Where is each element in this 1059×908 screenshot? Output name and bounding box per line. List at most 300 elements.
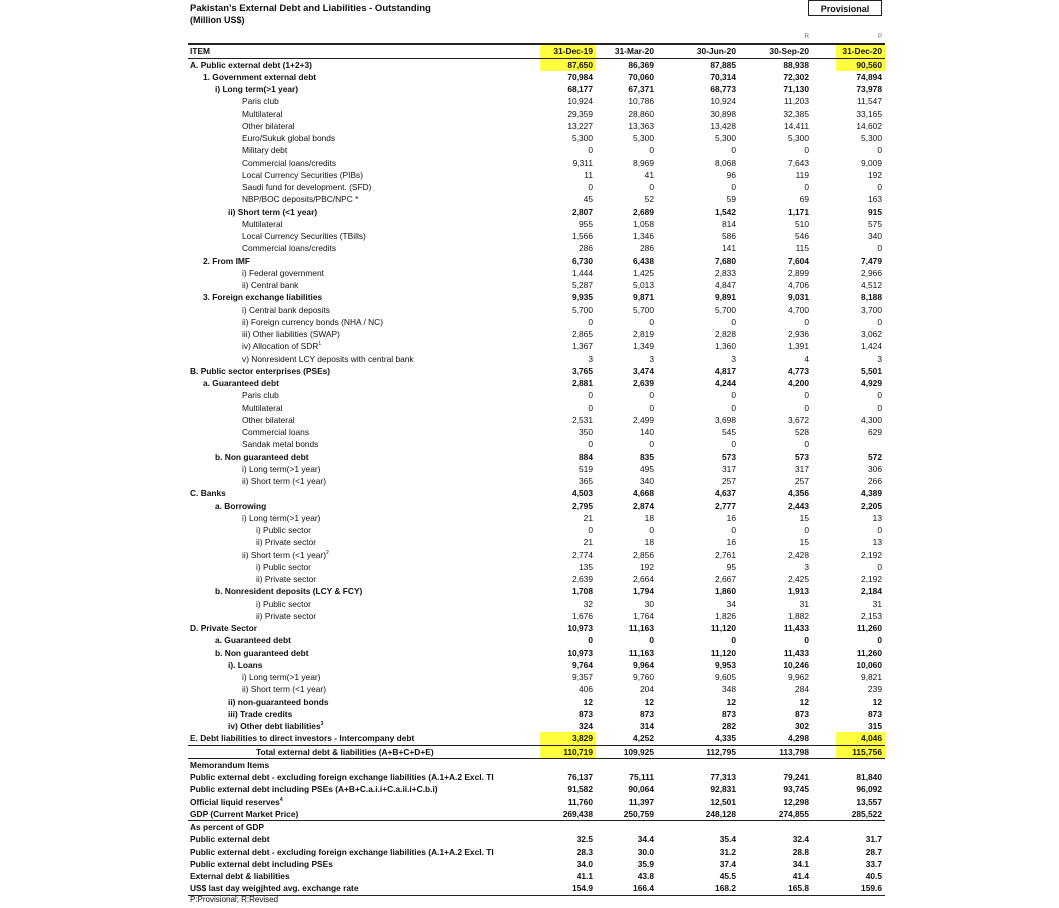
table-row [188, 732, 885, 745]
value-cell: 239 [868, 684, 882, 695]
footnote-marker: 3 [320, 721, 324, 728]
value-cell: 90,064 [628, 784, 654, 795]
value-cell: 9,871 [633, 292, 654, 303]
row-label [188, 83, 540, 95]
value-cell: 15 [799, 512, 809, 523]
value-cell: 250,759 [596, 808, 657, 821]
revision-mark [540, 31, 596, 44]
value-cell: 11,120 [710, 623, 736, 633]
value-cell: 115 [795, 243, 809, 254]
row-label [188, 144, 540, 156]
row-label-text: Multilateral [242, 108, 283, 119]
value-cell: 0 [731, 439, 736, 450]
value-cell: 10,924 [567, 96, 593, 107]
value-cell: 72,302 [783, 71, 809, 82]
value-cell: 5,013 [633, 280, 654, 290]
value-cell: 9,953 [715, 659, 736, 670]
value-cell: 317 [722, 463, 736, 474]
value-cell: 4,298 [788, 733, 809, 744]
value-cell: 2,856 [633, 549, 654, 560]
table-row [188, 389, 885, 401]
row-label-text: i) Federal government [242, 267, 324, 278]
table-row [188, 598, 885, 610]
value-cell: 274,855 [739, 808, 812, 821]
value-cell: 3 [877, 353, 882, 364]
row-label [188, 206, 540, 218]
row-label [188, 671, 540, 683]
row-label [188, 696, 540, 708]
value-cell: 21 [583, 512, 593, 523]
value-cell [812, 758, 885, 771]
row-label [188, 218, 540, 230]
value-cell: 2,689 [633, 206, 654, 217]
value-cell: 11 [584, 169, 593, 180]
value-cell: 0 [731, 402, 736, 413]
value-cell: 119 [795, 169, 809, 180]
row-label-text: Paris club [242, 390, 279, 401]
row-label [188, 120, 540, 132]
value-cell: 5,287 [572, 280, 593, 290]
value-cell: 2,153 [861, 610, 882, 621]
table-row [188, 353, 885, 365]
value-cell: 0 [731, 145, 736, 156]
value-cell: 4,244 [715, 378, 736, 388]
value-cell: 1,367 [572, 341, 593, 352]
value-cell: 6,730 [572, 255, 593, 266]
value-cell: 140 [640, 427, 654, 437]
value-cell: 87,885 [710, 59, 736, 70]
value-cell: 52 [644, 194, 654, 205]
row-label-text: ii) Central bank [242, 280, 299, 290]
row-label [188, 745, 540, 758]
value-cell: 10,973 [567, 623, 593, 633]
value-cell: 0 [731, 390, 736, 401]
value-cell: 11,433 [783, 623, 809, 633]
table-row [188, 708, 885, 720]
value-cell: 315 [868, 721, 882, 731]
value-cell: 2,443 [788, 500, 809, 511]
table-row [188, 882, 885, 895]
value-cell: 1,826 [715, 610, 736, 621]
row-label [188, 634, 540, 646]
value-cell: 266 [868, 476, 882, 486]
value-cell: 8,068 [715, 157, 736, 168]
value-cell: 2,828 [715, 329, 736, 339]
row-label-text: 2. From IMF [203, 255, 250, 266]
value-cell: 0 [731, 316, 736, 327]
row-label-text: Multilateral [242, 402, 283, 413]
value-cell: 28.8 [792, 846, 809, 857]
value-cell: 340 [868, 231, 882, 241]
table-row [188, 647, 885, 659]
column-header: 31-Mar-20 [596, 44, 657, 58]
value-cell: 284 [795, 684, 809, 695]
value-cell: 340 [640, 476, 654, 486]
value-cell: 0 [731, 525, 736, 535]
table-row [188, 659, 885, 671]
value-cell: 31 [799, 598, 809, 609]
value-cell: 18 [644, 537, 654, 548]
row-label [188, 833, 540, 845]
value-cell: 1,444 [572, 267, 593, 278]
row-label-text: Commercial loans/credits [242, 157, 337, 168]
value-cell: 30 [644, 598, 654, 609]
row-label-text: Public external debt including PSEs (A+B+C.a.i.i+C.a.ii.i+C.b.i) [190, 784, 438, 795]
value-cell: 575 [868, 218, 882, 229]
value-cell: 10,786 [628, 96, 654, 107]
value-cell: 154.9 [540, 882, 596, 895]
row-label [188, 181, 540, 193]
row-label [188, 304, 540, 316]
row-label [188, 291, 540, 303]
value-cell: 5,700 [715, 304, 736, 315]
value-cell: 7,643 [788, 157, 809, 168]
value-cell: 15 [799, 537, 809, 548]
value-cell: 3 [649, 353, 654, 364]
value-cell: 0 [649, 439, 654, 450]
table-row [188, 206, 885, 218]
value-cell [739, 758, 812, 771]
value-cell: 32 [583, 598, 593, 609]
value-cell: 91,582 [567, 784, 593, 795]
value-cell: 166.4 [596, 882, 657, 895]
row-label-text: Other bilateral [242, 414, 295, 425]
row-label [188, 58, 540, 71]
table-row [188, 475, 885, 487]
value-cell: 0 [649, 402, 654, 413]
row-label [188, 796, 540, 808]
value-cell: 0 [877, 525, 882, 535]
row-label-text: GDP (Current Market Price) [190, 808, 299, 819]
value-cell: 2,899 [788, 267, 809, 278]
value-cell [540, 821, 596, 834]
table-row [188, 377, 885, 389]
table-row [188, 696, 885, 708]
value-cell: 1,913 [788, 586, 809, 597]
value-cell: 34.0 [576, 858, 593, 869]
row-label-text: US$ last day weigjhted avg. exchange rate [190, 883, 359, 894]
column-header: 30-Jun-20 [657, 44, 739, 58]
value-cell: 2,499 [633, 414, 654, 425]
value-cell: 192 [640, 561, 654, 572]
value-cell: 3,700 [861, 304, 882, 315]
value-cell: 14,411 [784, 120, 809, 131]
row-label-text: Military debt [242, 145, 288, 156]
value-cell: 69 [799, 194, 809, 205]
value-cell: 0 [649, 182, 654, 192]
value-cell: 28.3 [576, 846, 593, 857]
value-cell: 11,547 [857, 96, 882, 107]
value-cell: 112,795 [657, 745, 739, 758]
value-cell: 5,300 [861, 133, 882, 143]
value-cell: 115,756 [812, 745, 885, 758]
row-label [188, 328, 540, 340]
value-cell: 0 [588, 182, 593, 192]
value-cell: 68,177 [567, 84, 593, 94]
value-cell: 73,978 [856, 84, 882, 94]
row-label [188, 340, 540, 352]
value-cell [596, 821, 657, 834]
units-subtitle: (Million US$) [190, 15, 245, 25]
value-cell: 884 [579, 451, 593, 462]
table-row [188, 218, 885, 230]
value-cell: 70,984 [567, 71, 593, 82]
row-label [188, 561, 540, 573]
value-cell: 365 [579, 476, 593, 486]
table-row [188, 720, 885, 732]
table-row [188, 622, 885, 634]
value-cell: 35.9 [637, 858, 654, 869]
value-cell: 96 [726, 169, 736, 180]
row-label [188, 108, 540, 120]
row-label [188, 426, 540, 438]
table-row [188, 402, 885, 414]
value-cell: 4,335 [715, 733, 736, 744]
value-cell: 1,425 [633, 267, 654, 278]
row-label-text: Memorandum Items [190, 759, 270, 770]
row-label-text: iv) Other debt liabilities [228, 721, 321, 731]
row-label-text: NBP/BOC deposits/PBC/NPC * [242, 194, 359, 205]
value-cell: 9,962 [788, 672, 809, 682]
row-label-text: As percent of GDP [190, 822, 264, 832]
row-label-text: C. Banks [190, 488, 226, 499]
value-cell: 71,130 [783, 84, 809, 94]
row-label-text: b. Non guaranteed debt [215, 451, 309, 462]
table-row [188, 870, 885, 882]
value-cell: 88,938 [783, 59, 809, 70]
column-header: 31-Dec-19 [540, 44, 596, 58]
value-cell [812, 821, 885, 834]
table-row [188, 365, 885, 377]
value-cell: 32,385 [783, 108, 809, 119]
value-cell: 67,371 [628, 84, 654, 94]
value-cell: 34 [726, 598, 736, 609]
value-cell: 573 [795, 451, 809, 462]
table-row [188, 242, 885, 254]
value-cell: 10,924 [710, 96, 736, 107]
row-label-text: Commercial loans [242, 427, 310, 437]
value-cell: 0 [649, 525, 654, 535]
table-row [188, 169, 885, 181]
revision-mark: P [812, 31, 885, 44]
row-label-text: b. Non guaranteed debt [215, 647, 309, 658]
value-cell: 2,807 [572, 206, 593, 217]
row-label [188, 683, 540, 695]
value-cell: 1,542 [715, 206, 736, 217]
value-cell: 4,847 [715, 280, 736, 290]
row-label [188, 365, 540, 377]
row-label-text: External debt & liabilities [190, 871, 290, 881]
row-label-text: Public external debt including PSEs [190, 858, 333, 869]
value-cell: 41.4 [792, 871, 809, 881]
value-cell: 9,821 [861, 672, 882, 682]
table-row [188, 561, 885, 573]
value-cell: 955 [579, 218, 593, 229]
table-row [188, 833, 885, 845]
value-cell: 96,092 [856, 784, 882, 795]
table-row [188, 426, 885, 438]
value-cell: 16 [726, 512, 736, 523]
value-cell: 4,512 [861, 280, 882, 290]
row-label [188, 389, 540, 401]
revision-mark [657, 31, 739, 44]
value-cell: 2,819 [633, 329, 654, 339]
value-cell: 3,829 [540, 732, 596, 745]
row-label [188, 377, 540, 389]
value-cell: 2,192 [861, 574, 882, 584]
row-label [188, 585, 540, 597]
row-label [188, 708, 540, 720]
table-row [188, 846, 885, 858]
row-label-text: Local Currency Securities (TBills) [242, 231, 366, 241]
value-cell: 32.5 [576, 834, 593, 845]
value-cell: 10,060 [856, 659, 882, 670]
value-cell: 0 [804, 525, 809, 535]
value-cell: 165.8 [739, 882, 812, 895]
value-cell: 0 [731, 635, 736, 646]
row-label [188, 242, 540, 254]
row-label [188, 647, 540, 659]
value-cell: 0 [877, 316, 882, 327]
value-cell: 10,246 [783, 659, 809, 670]
value-cell: 3,062 [861, 329, 882, 339]
value-cell: 835 [640, 451, 654, 462]
value-cell: 4 [804, 353, 809, 364]
value-cell: 269,438 [540, 808, 596, 821]
row-label-text: a. Guaranteed debt [215, 635, 291, 646]
value-cell: 1,171 [788, 206, 809, 217]
value-cell: 257 [795, 476, 809, 486]
row-label [188, 622, 540, 634]
table-row [188, 58, 885, 71]
row-label-text: Sandak metal bonds [242, 439, 319, 450]
value-cell: 873 [579, 708, 593, 719]
value-cell: 0 [877, 561, 882, 572]
row-label [188, 132, 540, 144]
column-header: 30-Sep-20 [739, 44, 812, 58]
external-debt-table [188, 31, 885, 896]
row-label [188, 732, 540, 745]
value-cell: 8,969 [633, 157, 654, 168]
value-cell: 11,260 [856, 623, 882, 633]
footnote-marker: 2 [326, 549, 329, 556]
value-cell: 2,795 [572, 500, 593, 511]
row-label-text: Local Currency Securities (PIBs) [242, 169, 364, 180]
footnote: P:Provisional; R:Revised [190, 895, 279, 904]
revision-mark [596, 31, 657, 44]
value-cell: 45.5 [719, 871, 736, 881]
row-label-text: ii) Short term (<1 year) [242, 476, 327, 486]
value-cell: 4,817 [715, 365, 736, 376]
marks-spacer [188, 31, 540, 44]
row-label [188, 157, 540, 169]
table-row [188, 328, 885, 340]
value-cell: 0 [804, 439, 809, 450]
value-cell: 7,604 [788, 255, 809, 266]
value-cell: 110,719 [540, 745, 596, 758]
value-cell: 0 [877, 402, 882, 413]
value-cell: 1,424 [861, 341, 882, 352]
value-cell: 4,252 [633, 733, 654, 744]
value-cell: 2,664 [633, 574, 654, 584]
value-cell: 3 [804, 561, 809, 572]
table-row [188, 181, 885, 193]
value-cell: 0 [804, 145, 809, 156]
value-cell: 324 [579, 721, 593, 731]
value-cell: 545 [722, 427, 736, 437]
value-cell: 11,163 [628, 647, 654, 658]
row-label-text: b. Nonresident deposits (LCY & FCY) [215, 586, 363, 597]
row-label-text: i) Public sector [256, 525, 311, 535]
table-row [188, 451, 885, 463]
value-cell: 40.5 [865, 871, 882, 881]
value-cell: 7,680 [715, 255, 736, 266]
value-cell: 74,894 [856, 71, 882, 82]
value-cell: 5,300 [715, 133, 736, 143]
row-label [188, 71, 540, 83]
value-cell: 13,363 [628, 120, 654, 131]
value-cell: 350 [579, 427, 593, 437]
value-cell: 168.2 [657, 882, 739, 895]
value-cell: 248,128 [657, 808, 739, 821]
row-label-text: ii) Private sector [256, 537, 317, 548]
row-label-text: Multilateral [242, 218, 283, 229]
value-cell: 9,009 [861, 157, 882, 168]
value-cell: 79,241 [783, 772, 809, 782]
value-cell: 528 [795, 427, 809, 437]
table-row [188, 157, 885, 169]
value-cell: 31.2 [719, 846, 736, 857]
row-label [188, 846, 540, 858]
row-label [188, 549, 540, 561]
value-cell: 0 [804, 402, 809, 413]
value-cell: 9,891 [715, 292, 736, 303]
value-cell: 12 [583, 696, 593, 707]
value-cell: 12 [644, 696, 654, 707]
value-cell: 0 [804, 316, 809, 327]
row-label-text: i) Long term(>1 year) [242, 463, 321, 474]
value-cell: 10,973 [567, 647, 593, 658]
table-row [188, 771, 885, 783]
row-label-text: D. Private Sector [190, 623, 258, 633]
value-cell [540, 758, 596, 771]
value-cell: 6,438 [633, 255, 654, 266]
value-cell: 5,300 [572, 133, 593, 143]
row-label [188, 487, 540, 499]
value-cell: 95 [726, 561, 736, 572]
value-cell: 12,298 [783, 796, 809, 807]
value-cell: 70,314 [710, 71, 736, 82]
row-label [188, 573, 540, 585]
value-cell: 814 [722, 218, 736, 229]
table-row [188, 71, 885, 83]
value-cell: 5,501 [861, 365, 882, 376]
table-row [188, 279, 885, 291]
value-cell: 2,833 [715, 267, 736, 278]
value-cell: 2,184 [861, 586, 882, 597]
value-cell: 4,046 [812, 732, 885, 745]
column-header-item: ITEM [188, 44, 540, 58]
value-cell: 11,203 [784, 96, 809, 107]
value-cell: 12,501 [710, 796, 736, 807]
value-cell [596, 758, 657, 771]
value-cell: 5,700 [572, 304, 593, 315]
value-cell: 0 [649, 316, 654, 327]
value-cell: 873 [722, 708, 736, 719]
table-row [188, 634, 885, 646]
row-label-text: i) Public sector [256, 561, 311, 572]
row-label-text: B. Public sector enterprises (PSEs) [190, 365, 331, 376]
